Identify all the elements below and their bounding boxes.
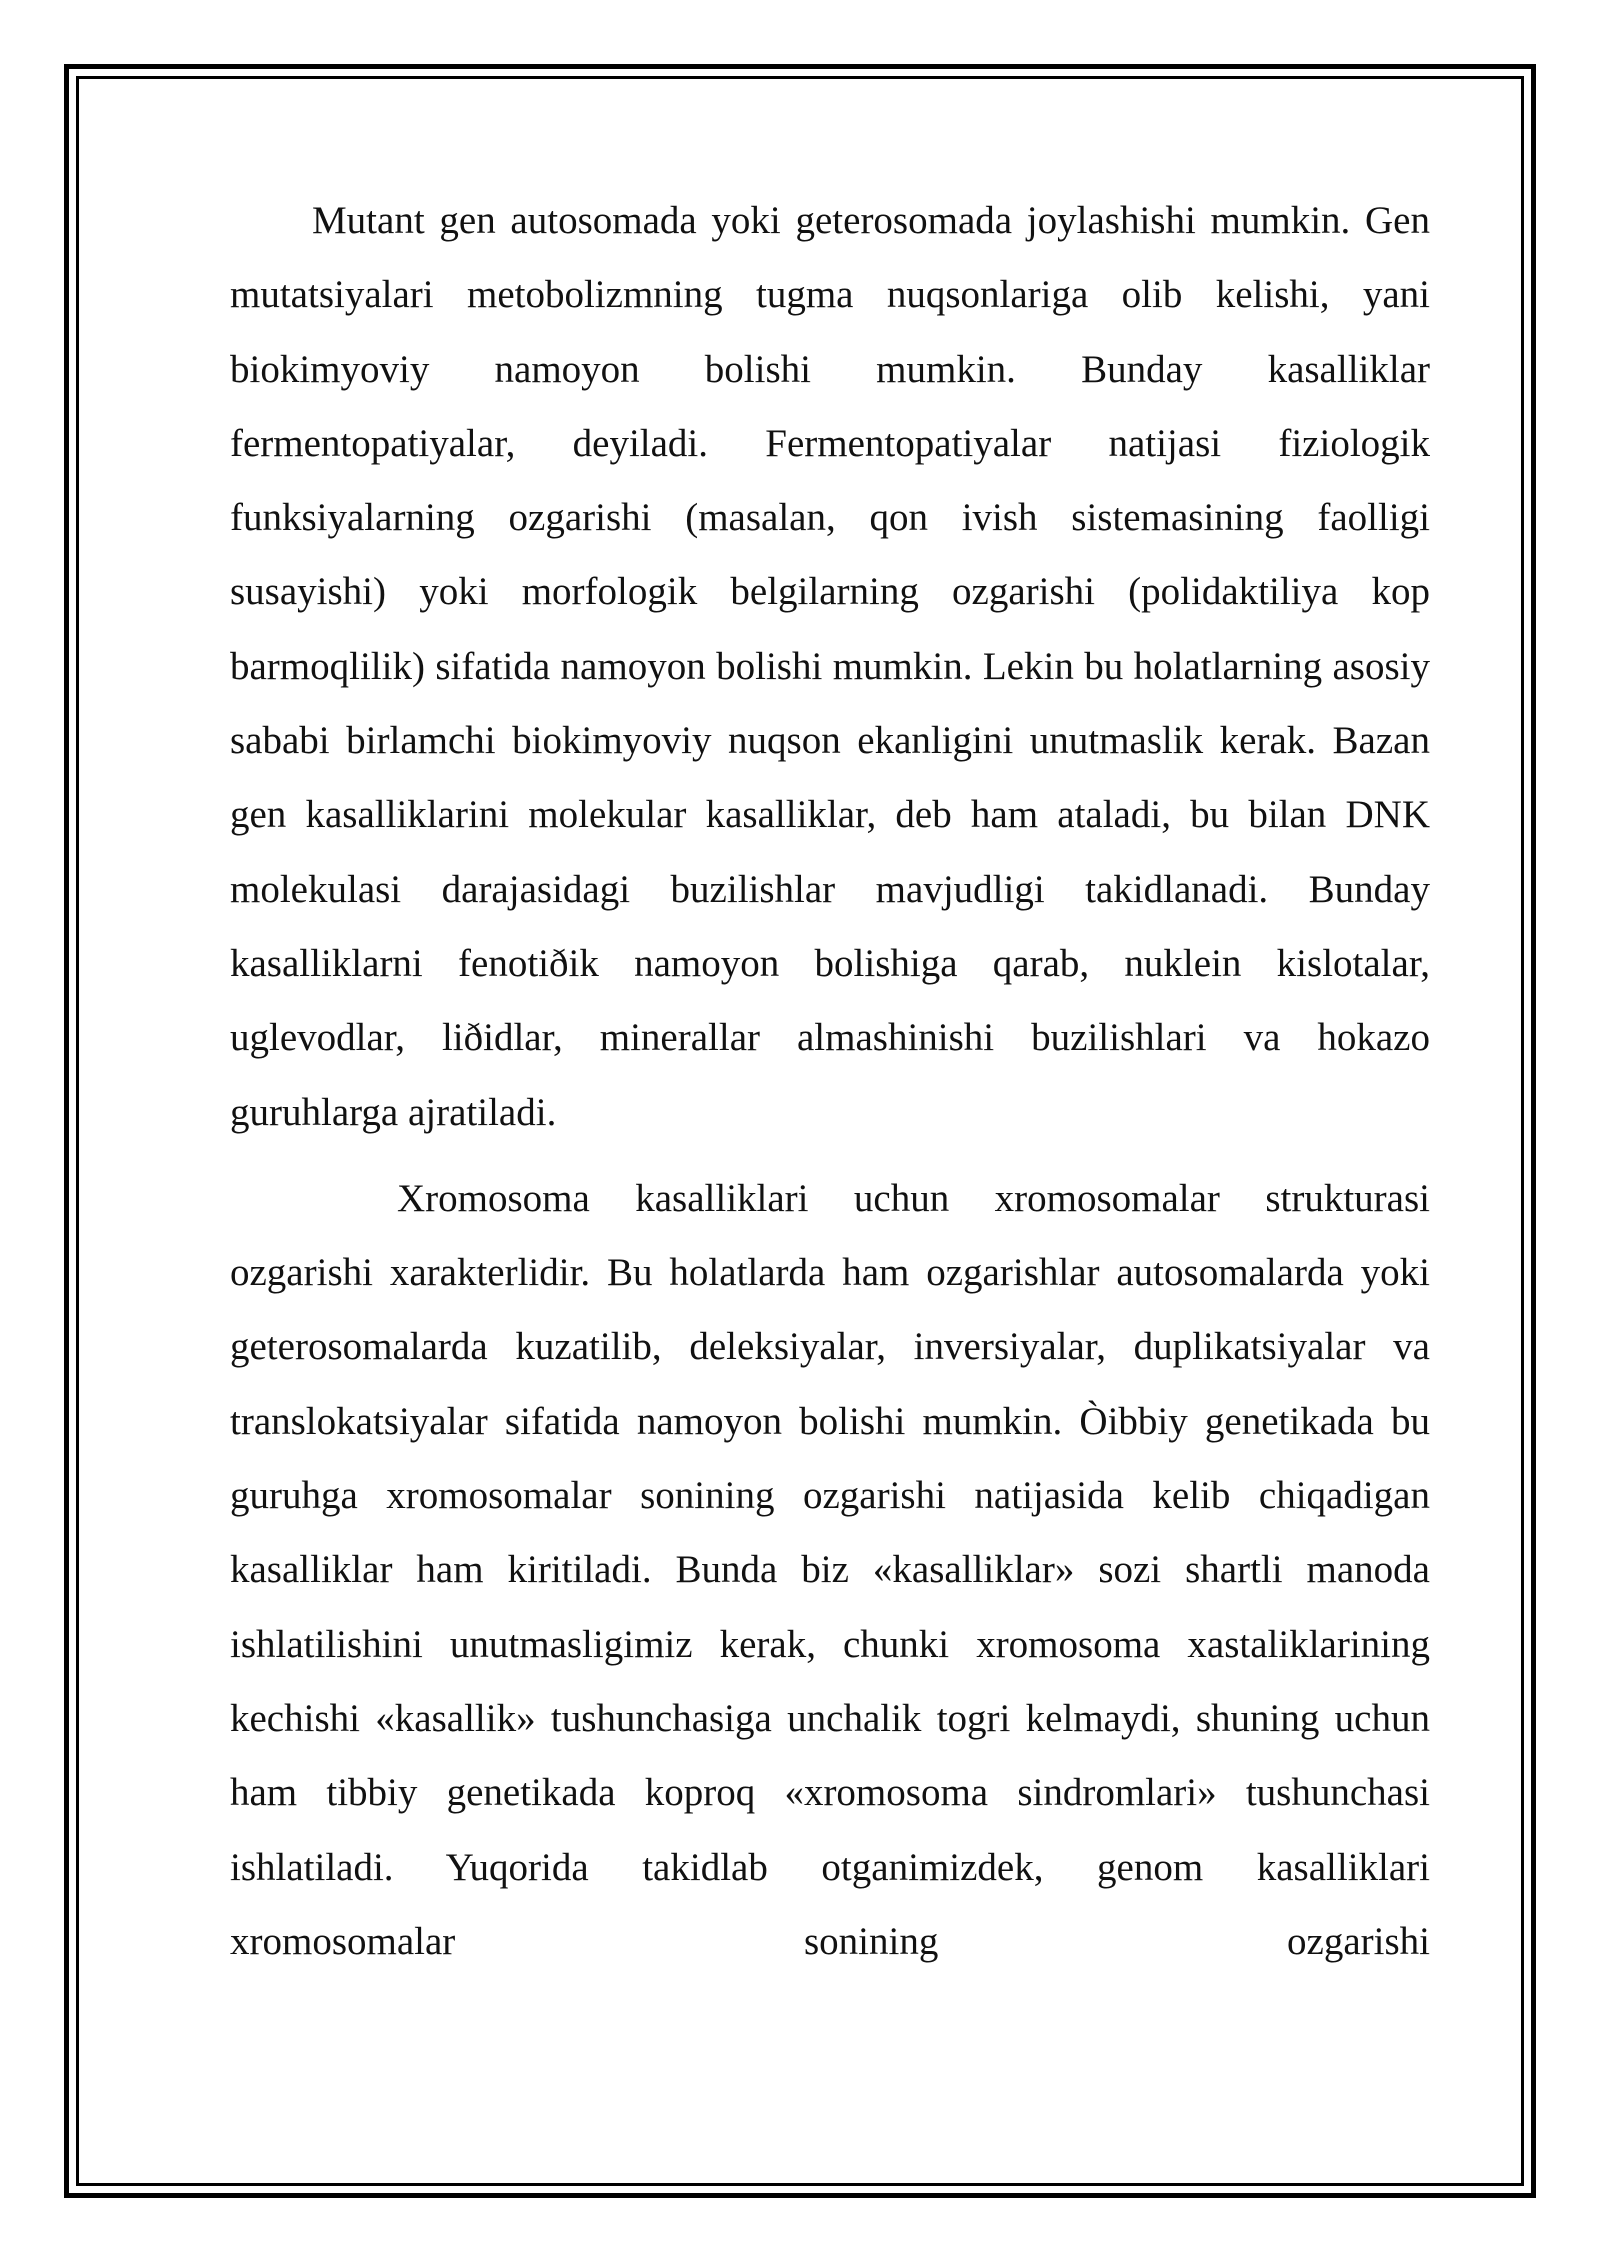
- paragraph-chromosome-diseases: Xromosoma kasalliklari uchun xromosomalar strukturasi ozgarishi xarakterlidir. Bu holatlarda ham ozgarishlar autosomalarda yoki geterosomalarda kuzatilib, deleksiyalar, inversiyalar, duplikatsiyalar va translokatsiyalar sifatida namoyon bolishi mumkin. Òibbiy genetikada bu guruhga xromosomalar sonining ozgarishi natijasida kelib chiqadigan kasalliklar ham kiritiladi. Bunda biz «kasalliklar» sozi shartli manoda ishlatilishini unutmasligimiz kerak, chunki xromosoma xastaliklarining kechishi «kasallik» tushunchasiga unchalik togri kelmaydi, shuning uchun ham tibbiy genetikada koproq «xromosoma sindromlari» tushunchasi ishlatiladi. Yuqorida takidlab otganimizdek, genom kasalliklari xromosomalar sonining ozgarishi: [230, 1176, 1430, 1963]
- document-body: [230, 184, 1430, 1979]
- paragraph-gene-mutations: Mutant gen autosomada yoki geterosomada joylashishi mumkin. Gen mutatsiyalari metobolizmning tugma nuqsonlariga olib kelishi, yani biokimyoviy namoyon bolishi mumkin. Bunday kasalliklar fermentopatiyalar, deyiladi. Fermentopatiyalar natijasi fiziologik funksiyalarning ozgarishi (masalan, qon ivish sistemasining faolligi susayishi) yoki morfologik belgilarning ozgarishi (polidaktiliya kop barmoqlilik) sifatida namoyon bolishi mumkin. Lekin bu holatlarning asosiy sababi birlamchi biokimyoviy nuqson ekanligini unutmaslik kerak. Bazan gen kasalliklarini molekular kasalliklar, deb ham ataladi, bu bilan DNK molekulasi darajasidagi buzilishlar mavjudligi takidlanadi. Bunday kasalliklarni fenotiðik namoyon bolishiga qarab, nuklein kislotalar, uglevodlar, liðidlar, minerallar almashinishi buzilishlari va hokazo guruhlarga ajratiladi.: [230, 199, 1430, 1134]
